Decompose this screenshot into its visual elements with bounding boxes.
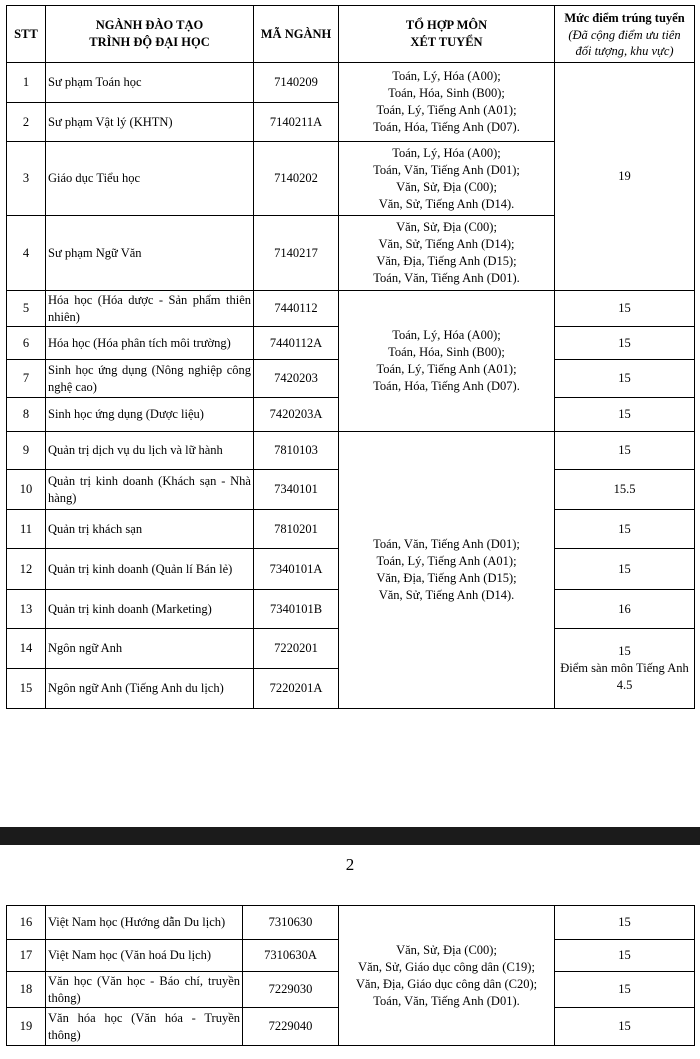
page-break	[0, 827, 700, 845]
header-tohop	[339, 6, 555, 63]
row-code: 7220201	[254, 629, 339, 669]
row-score: 16	[555, 590, 695, 629]
row-name: Hóa học (Hóa dược - Sản phẩm thiên nhiên)	[46, 291, 254, 327]
header-tohop-line1: TỔ HỢP MÔN	[405, 18, 488, 32]
table-row	[7, 63, 695, 103]
row-code: 7810103	[254, 432, 339, 470]
row-stt: 14	[7, 629, 46, 669]
combo-line: Văn, Sử, Địa (C00);	[396, 220, 497, 234]
row-name: Việt Nam học (Văn hoá Du lịch)	[46, 940, 243, 972]
row-name: Sinh học ứng dụng (Dược liệu)	[46, 398, 254, 432]
combo-line: Toán, Văn, Tiếng Anh (D01);	[373, 537, 520, 551]
row-score: 15	[555, 972, 695, 1008]
row-score: 15	[555, 327, 695, 360]
combo-line: Toán, Hóa, Sinh (B00);	[388, 345, 505, 359]
row-stt: 4	[7, 216, 46, 291]
row-name: Quản trị kinh doanh (Marketing)	[46, 590, 254, 629]
score-cell: 19	[555, 63, 695, 291]
row-score: 15	[555, 291, 695, 327]
row-name: Việt Nam học (Hướng dẫn Du lịch)	[46, 906, 243, 940]
combo-line: Toán, Lý, Hóa (A00);	[392, 145, 501, 160]
table-row	[7, 291, 695, 327]
row-score: 15	[555, 398, 695, 432]
row-score: 15	[555, 906, 695, 940]
combo-line: Toán, Hóa, Sinh (B00);	[388, 86, 505, 100]
header-ma-nganh: MÃ NGÀNH	[254, 6, 339, 63]
combo-cell	[339, 432, 555, 709]
row-code: 7229040	[243, 1008, 339, 1046]
row-name: Quản trị kinh doanh (Quản lí Bán lẻ)	[46, 549, 254, 590]
row-name: Văn học (Văn học - Báo chí, truyền thông)	[46, 972, 243, 1008]
table-row	[7, 432, 695, 470]
row-name: Sư phạm Toán học	[46, 63, 254, 103]
score-cell-english	[555, 629, 695, 709]
combo-line: Văn, Địa, Tiếng Anh (D15);	[376, 571, 517, 585]
row-stt: 13	[7, 590, 46, 629]
row-stt: 18	[7, 972, 46, 1008]
row-score: 15.5	[555, 470, 695, 510]
header-row	[7, 6, 695, 63]
row-name: Ngôn ngữ Anh (Tiếng Anh du lịch)	[46, 669, 254, 709]
row-code: 7420203A	[254, 398, 339, 432]
row-code: 7340101A	[254, 549, 339, 590]
header-diem	[555, 6, 695, 63]
combo-line: Toán, Hóa, Tiếng Anh (D07).	[373, 379, 520, 393]
row-name: Sinh học ứng dụng (Nông nghiệp công nghệ cao)	[46, 360, 254, 398]
row-code: 7340101	[254, 470, 339, 510]
combo-line: Toán, Lý, Tiếng Anh (A01);	[376, 554, 517, 568]
page-number: 2	[345, 855, 355, 874]
admission-table-continued	[6, 905, 695, 1046]
combo-line: Văn, Địa, Giáo dục công dân (C20);	[355, 976, 538, 991]
row-stt: 5	[7, 291, 46, 327]
row-stt: 11	[7, 510, 46, 549]
row-name: Văn hóa học (Văn hóa - Truyền thông)	[46, 1008, 243, 1046]
header-diem-line2: (Đã cộng điểm ưu tiên	[568, 27, 681, 42]
row-name: Sư phạm Ngữ Văn	[46, 216, 254, 291]
row-code: 7140209	[254, 63, 339, 103]
row-stt: 2	[7, 103, 46, 142]
row-name: Giáo dục Tiểu học	[46, 142, 254, 216]
admission-table	[6, 5, 695, 709]
row-code: 7140217	[254, 216, 339, 291]
row-code: 7310630	[243, 906, 339, 940]
row-code: 7140211A	[254, 103, 339, 142]
row-code: 7220201A	[254, 669, 339, 709]
row-code: 7310630A	[243, 940, 339, 972]
row-name: Quản trị khách sạn	[46, 510, 254, 549]
combo-line: Toán, Lý, Tiếng Anh (A01);	[376, 103, 517, 117]
combo-line: Văn, Sử, Giáo dục công dân (C19);	[358, 959, 535, 974]
header-nganh-line1: NGÀNH ĐÀO TẠO	[95, 18, 204, 32]
row-name: Hóa học (Hóa phân tích môi trường)	[46, 327, 254, 360]
header-tohop-line2: XÉT TUYỂN	[410, 35, 483, 49]
row-name: Sư phạm Vật lý (KHTN)	[46, 103, 254, 142]
row-code: 7229030	[243, 972, 339, 1008]
row-stt: 19	[7, 1008, 46, 1046]
row-score: 15	[555, 549, 695, 590]
row-stt: 16	[7, 906, 46, 940]
row-stt: 8	[7, 398, 46, 432]
header-diem-line1: Mức điểm trúng tuyển	[564, 10, 685, 25]
row-stt: 7	[7, 360, 46, 398]
row-name: Ngôn ngữ Anh	[46, 629, 254, 669]
row-stt: 6	[7, 327, 46, 360]
combo-cell	[339, 63, 555, 142]
combo-cell	[339, 142, 555, 216]
row-score: 15	[555, 1008, 695, 1046]
row-score: 15	[555, 510, 695, 549]
row-score: 15	[555, 432, 695, 470]
score-line: Điểm sàn môn Tiếng Anh	[560, 661, 689, 675]
row-code: 7140202	[254, 142, 339, 216]
header-nganh-line2: TRÌNH ĐỘ ĐẠI HỌC	[89, 35, 210, 49]
combo-line: Văn, Sử, Địa (C00);	[396, 942, 497, 957]
header-diem-line3: đối tượng, khu vực)	[575, 43, 674, 58]
row-stt: 9	[7, 432, 46, 470]
row-stt: 12	[7, 549, 46, 590]
row-code: 7810201	[254, 510, 339, 549]
combo-line: Văn, Sử, Tiếng Anh (D14).	[378, 196, 515, 211]
row-stt: 17	[7, 940, 46, 972]
header-stt: STT	[7, 6, 46, 63]
combo-cell	[339, 906, 555, 1046]
row-score: 15	[555, 360, 695, 398]
combo-line: Văn, Sử, Địa (C00);	[396, 179, 497, 194]
row-score: 15	[555, 940, 695, 972]
row-stt: 10	[7, 470, 46, 510]
combo-line: Toán, Lý, Tiếng Anh (A01);	[376, 362, 517, 376]
row-stt: 3	[7, 142, 46, 216]
combo-line: Toán, Văn, Tiếng Anh (D01).	[373, 271, 520, 285]
table-row	[7, 906, 695, 940]
score-line: 4.5	[616, 678, 633, 692]
row-code: 7420203	[254, 360, 339, 398]
header-nganh	[46, 6, 254, 63]
row-stt: 15	[7, 669, 46, 709]
combo-line: Toán, Văn, Tiếng Anh (D01);	[373, 162, 520, 177]
combo-line: Toán, Lý, Hóa (A00);	[392, 328, 501, 342]
combo-cell	[339, 291, 555, 432]
row-name: Quản trị dịch vụ du lịch và lữ hành	[46, 432, 254, 470]
row-code: 7440112A	[254, 327, 339, 360]
combo-line: Văn, Sử, Tiếng Anh (D14);	[378, 237, 515, 251]
combo-line: Toán, Lý, Hóa (A00);	[392, 69, 501, 83]
row-code: 7340101B	[254, 590, 339, 629]
row-name: Quản trị kinh doanh (Khách sạn - Nhà hàng)	[46, 470, 254, 510]
combo-line: Toán, Hóa, Tiếng Anh (D07).	[373, 120, 520, 134]
score-line: 15	[618, 644, 631, 658]
combo-cell	[339, 216, 555, 291]
row-stt: 1	[7, 63, 46, 103]
combo-line: Văn, Sử, Tiếng Anh (D14).	[378, 588, 515, 602]
combo-line: Toán, Văn, Tiếng Anh (D01).	[373, 993, 520, 1008]
row-code: 7440112	[254, 291, 339, 327]
combo-line: Văn, Địa, Tiếng Anh (D15);	[376, 254, 517, 268]
